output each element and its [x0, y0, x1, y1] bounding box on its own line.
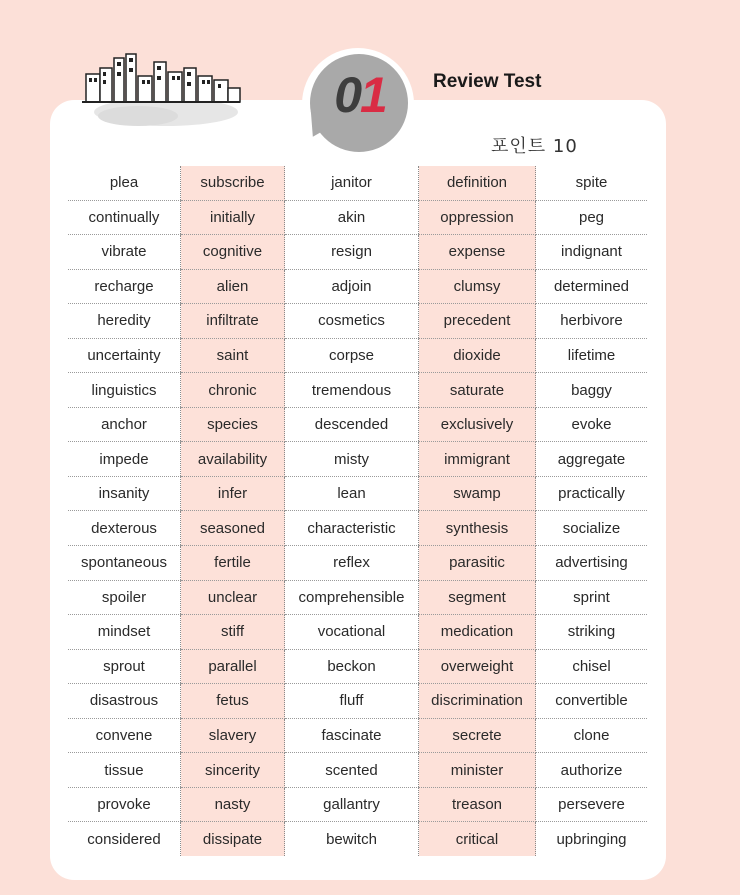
word-cell: expense: [419, 235, 536, 270]
word-cell: parallel: [181, 649, 285, 684]
word-cell: lifetime: [536, 338, 648, 373]
word-cell: indignant: [536, 235, 648, 270]
word-cell: exclusively: [419, 407, 536, 442]
word-cell: segment: [419, 580, 536, 615]
word-cell: sprout: [68, 649, 181, 684]
word-cell: striking: [536, 615, 648, 650]
word-cell: overweight: [419, 649, 536, 684]
table-row: [68, 546, 647, 581]
word-cell: vocational: [285, 615, 419, 650]
word-cell: critical: [419, 822, 536, 856]
word-cell: janitor: [285, 166, 419, 200]
table-row: [68, 200, 647, 235]
word-cell: heredity: [68, 304, 181, 339]
word-cell: fertile: [181, 546, 285, 581]
table-row: [68, 684, 647, 719]
table-row: [68, 822, 647, 856]
word-cell: alien: [181, 269, 285, 304]
word-cell: dissipate: [181, 822, 285, 856]
word-cell: descended: [285, 407, 419, 442]
word-cell: clone: [536, 718, 648, 753]
word-cell: swamp: [419, 476, 536, 511]
word-cell: infiltrate: [181, 304, 285, 339]
word-cell: mindset: [68, 615, 181, 650]
word-cell: saint: [181, 338, 285, 373]
word-cell: practically: [536, 476, 648, 511]
table-row: [68, 580, 647, 615]
table-row: [68, 407, 647, 442]
word-cell: stiff: [181, 615, 285, 650]
word-cell: oppression: [419, 200, 536, 235]
word-cell: convertible: [536, 684, 648, 719]
word-cell: tissue: [68, 753, 181, 788]
word-cell: linguistics: [68, 373, 181, 408]
points-label: 포인트 10: [491, 136, 578, 157]
word-cell: considered: [87, 830, 161, 848]
word-cell: nasty: [181, 787, 285, 822]
word-cell: beckon: [285, 649, 419, 684]
word-cell: sprint: [536, 580, 648, 615]
word-cell: subscribe: [181, 166, 285, 200]
word-cell: convene: [68, 718, 181, 753]
word-cell: gallantry: [285, 787, 419, 822]
word-cell: akin: [285, 200, 419, 235]
table-row: [68, 235, 647, 270]
word-cell: aggregate: [536, 442, 648, 477]
word-cell: provoke: [68, 787, 181, 822]
word-cell: reflex: [285, 546, 419, 581]
table-row: [68, 373, 647, 408]
table-row: [68, 615, 647, 650]
word-cell: corpse: [285, 338, 419, 373]
word-cell: tremendous: [285, 373, 419, 408]
word-cell: fluff: [285, 684, 419, 719]
word-cell: adjoin: [285, 269, 419, 304]
lesson-number-digit-2: 1: [360, 67, 386, 123]
word-cell: initially: [181, 200, 285, 235]
word-cell: dioxide: [419, 338, 536, 373]
word-cell: spoiler: [68, 580, 181, 615]
word-cell: bewitch: [326, 830, 377, 848]
word-cell: discrimination: [419, 684, 536, 719]
word-cell: upbringing: [556, 830, 627, 848]
word-cell: immigrant: [419, 442, 536, 477]
word-cell: unclear: [181, 580, 285, 615]
word-cell: definition: [419, 166, 536, 200]
word-cell: advertising: [536, 546, 648, 581]
word-cell: authorize: [536, 753, 648, 788]
word-cell: misty: [285, 442, 419, 477]
word-cell: treason: [419, 787, 536, 822]
word-cell: determined: [536, 269, 648, 304]
table-row: [68, 649, 647, 684]
word-cell: minister: [419, 753, 536, 788]
word-cell: continually: [68, 200, 181, 235]
word-cell: lean: [285, 476, 419, 511]
word-cell: socialize: [536, 511, 648, 546]
word-cell: cognitive: [181, 235, 285, 270]
word-cell: chronic: [181, 373, 285, 408]
word-cell: species: [181, 407, 285, 442]
table-row: [68, 442, 647, 477]
word-cell: fascinate: [285, 718, 419, 753]
word-cell: comprehensible: [285, 580, 419, 615]
lesson-number: [318, 66, 402, 124]
word-cell: seasoned: [181, 511, 285, 546]
word-cell: resign: [285, 235, 419, 270]
table-row: [68, 476, 647, 511]
table-row: [68, 166, 647, 200]
page-title: Review Test: [433, 71, 542, 92]
table-row: [68, 753, 647, 788]
word-cell: vibrate: [68, 235, 181, 270]
word-cell: precedent: [419, 304, 536, 339]
word-cell: characteristic: [285, 511, 419, 546]
word-cell: clumsy: [419, 269, 536, 304]
word-cell: fetus: [181, 684, 285, 719]
word-cell: baggy: [536, 373, 648, 408]
word-cell: slavery: [181, 718, 285, 753]
word-cell: dexterous: [68, 511, 181, 546]
word-cell: impede: [68, 442, 181, 477]
word-cell: spontaneous: [68, 546, 181, 581]
word-cell: infer: [181, 476, 285, 511]
word-cell: sincerity: [181, 753, 285, 788]
table-row: [68, 787, 647, 822]
word-cell: chisel: [536, 649, 648, 684]
word-cell: peg: [536, 200, 648, 235]
word-cell: secrete: [419, 718, 536, 753]
word-cell: disastrous: [68, 684, 181, 719]
table-row: [68, 304, 647, 339]
word-cell: plea: [68, 166, 181, 200]
word-cell: saturate: [419, 373, 536, 408]
table-row: [68, 718, 647, 753]
word-cell: uncertainty: [68, 338, 181, 373]
word-cell: parasitic: [419, 546, 536, 581]
city-skyline-icon: [78, 50, 244, 130]
word-cell: cosmetics: [285, 304, 419, 339]
word-cell: evoke: [536, 407, 648, 442]
table-row: [68, 269, 647, 304]
word-cell: recharge: [68, 269, 181, 304]
word-cell: anchor: [68, 407, 181, 442]
word-table: [68, 166, 647, 856]
word-cell: insanity: [68, 476, 181, 511]
word-cell: medication: [419, 615, 536, 650]
word-cell: spite: [536, 166, 648, 200]
word-cell: synthesis: [419, 511, 536, 546]
word-cell: availability: [181, 442, 285, 477]
lesson-number-digit-1: 0: [334, 67, 360, 123]
table-row: [68, 338, 647, 373]
table-row: [68, 511, 647, 546]
word-cell: persevere: [536, 787, 648, 822]
word-cell: herbivore: [536, 304, 648, 339]
word-cell: scented: [285, 753, 419, 788]
